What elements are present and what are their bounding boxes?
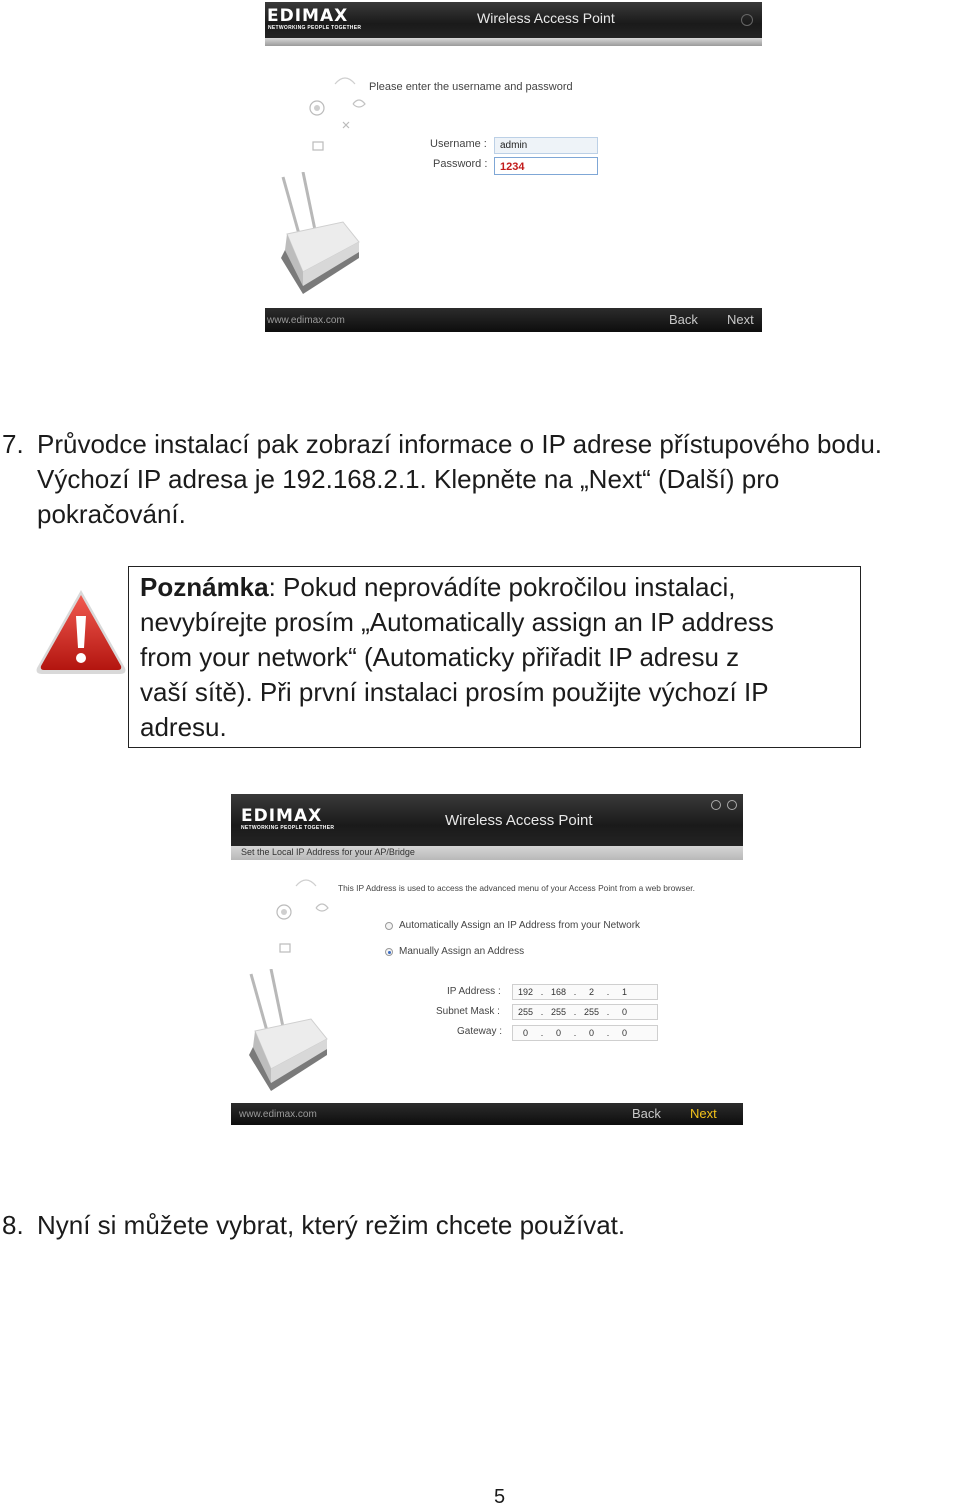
ip-address-input[interactable]: 192 . 168 . 2 . 1 (512, 984, 658, 1000)
username-label: Username : (430, 138, 487, 150)
logo-tagline-2: NETWORKING PEOPLE TOGETHER (241, 825, 335, 831)
ip-octet-2[interactable]: 168 (550, 987, 567, 997)
gw-octet-1[interactable]: 0 (522, 1028, 528, 1038)
manual-ip-radio[interactable] (385, 948, 393, 956)
router-image-2 (241, 969, 331, 1094)
edimax-logo-2: EDIMAX (241, 806, 323, 826)
ip-footer (231, 1103, 743, 1125)
ip-octet-4[interactable]: 1 (621, 987, 627, 997)
doodle-icons (295, 64, 405, 164)
step7-line1: Průvodce instalací pak zobrazí informace o IP adrese přístupového bodu. (37, 429, 883, 459)
footer-url-2[interactable]: www.edimax.com (239, 1109, 317, 1120)
mask-octet-2[interactable]: 255 (550, 1007, 567, 1017)
next-button[interactable]: Next (727, 312, 754, 327)
back-button-2[interactable]: Back (632, 1106, 661, 1121)
mask-octet-4[interactable]: 0 (621, 1007, 627, 1017)
edimax-logo: EDIMAX (267, 6, 349, 26)
ip-octet-1[interactable]: 192 (517, 987, 534, 997)
password-input[interactable]: 1234 (494, 157, 598, 175)
note-line3: from your network“ (Automaticky přiřadit IP adresu z (140, 642, 740, 672)
login-screenshot (265, 2, 762, 332)
router-image (273, 172, 363, 297)
ip-octet-3[interactable]: 2 (588, 987, 594, 997)
ip-info-text: This IP Address is used to access the advanced menu of your Access Point from a web browser. (338, 883, 695, 893)
back-button[interactable]: Back (669, 312, 698, 327)
note-line1: : Pokud neprovádíte pokročilou instalaci, (268, 572, 736, 602)
gateway-label: Gateway : (457, 1026, 503, 1037)
step8-number: 8. (2, 1210, 24, 1240)
swirl-icon (741, 14, 753, 26)
close-icon[interactable] (727, 800, 737, 810)
manual-ip-label[interactable]: Manually Assign an Address (399, 946, 525, 957)
minimize-icon[interactable] (711, 800, 721, 810)
window-title-2: Wireless Access Point (445, 812, 593, 829)
gateway-input[interactable]: 0 . 0 . 0 . 0 (512, 1025, 658, 1041)
note-line2: nevybírejte prosím „Automatically assign an IP address (140, 607, 774, 637)
login-footer (265, 308, 762, 332)
subtitle-bar (231, 846, 743, 860)
auto-ip-radio[interactable] (385, 922, 393, 930)
window-title: Wireless Access Point (477, 10, 615, 26)
footer-url[interactable]: www.edimax.com (267, 315, 345, 326)
password-label: Password : (433, 158, 488, 170)
login-header (265, 2, 762, 38)
gw-octet-3[interactable]: 0 (588, 1028, 594, 1038)
ip-header (231, 794, 743, 846)
mask-octet-1[interactable]: 255 (517, 1007, 534, 1017)
note-text (140, 570, 855, 745)
login-prompt: Please enter the username and password (369, 81, 573, 93)
note-line4: vaší sítě). Při první instalaci prosím použijte výchozí IP (140, 677, 769, 707)
next-button-2[interactable]: Next (690, 1106, 717, 1121)
subnet-mask-label: Subnet Mask : (436, 1006, 500, 1017)
ip-setup-screenshot (231, 794, 743, 1125)
mask-octet-3[interactable]: 255 (583, 1007, 600, 1017)
page-subtitle: Set the Local IP Address for your AP/Bridge (241, 847, 415, 857)
step7-number: 7. (2, 429, 24, 459)
subnet-mask-input[interactable]: 255 . 255 . 255 . 0 (512, 1004, 658, 1020)
step7-line3: pokračování. (37, 499, 186, 529)
gw-octet-4[interactable]: 0 (621, 1028, 627, 1038)
warning-icon (34, 586, 128, 680)
step7-line2: Výchozí IP adresa je 192.168.2.1. Klepněte na „Next“ (Další) pro (37, 464, 780, 494)
note-line5: adresu. (140, 712, 227, 742)
auto-ip-label[interactable]: Automatically Assign an IP Address from your Network (399, 920, 641, 931)
username-input[interactable]: admin (494, 137, 598, 154)
page-number: 5 (494, 1486, 506, 1508)
ip-address-label: IP Address : (447, 986, 501, 997)
logo-tagline: NETWORKING PEOPLE TOGETHER (268, 25, 362, 31)
note-label: Poznámka (140, 572, 269, 602)
gw-octet-2[interactable]: 0 (555, 1028, 561, 1038)
step8-text: Nyní si můžete vybrat, který režim chcete používat. (37, 1210, 626, 1240)
header-stripe (265, 38, 762, 46)
